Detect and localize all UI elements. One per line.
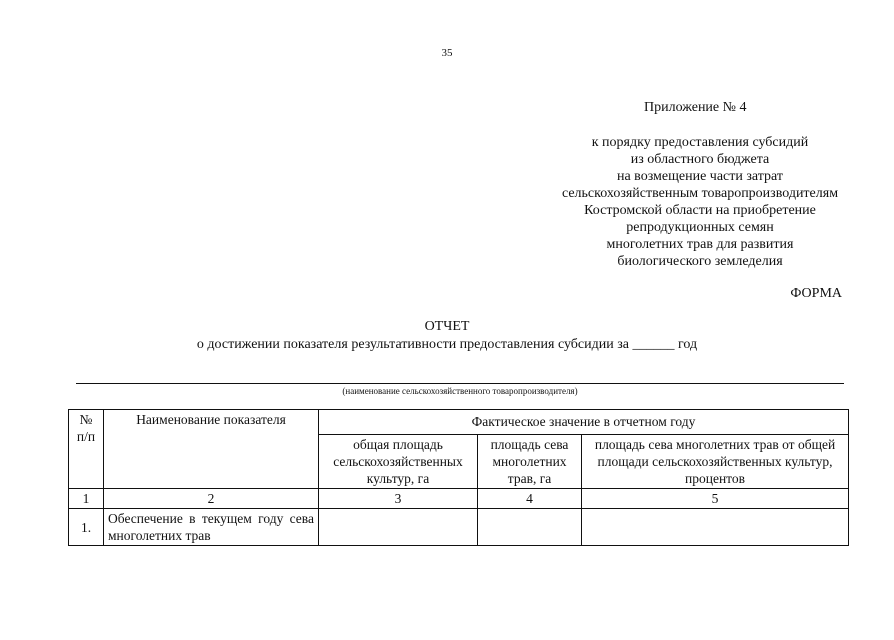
form-label: ФОРМА [790,286,842,301]
header-col4: площадь сева многолетних трав, га [478,435,582,489]
appendix-line: репродукционных семян [626,220,774,235]
row-name: Обеспечение в текущем году сева многолетних трав [104,509,319,546]
appendix-line: многолетних трав для развития [606,237,794,252]
row-num: 1. [69,509,104,546]
table-row [69,509,849,546]
row-col4-cell [478,509,582,546]
report-heading [0,318,894,354]
header-col5: площадь сева многолетних трав от общей площади сельскохозяйственных культур, процентов [582,435,849,489]
appendix-line: Костромской области на приобретение [584,203,816,218]
appendix-line: из областного бюджета [630,152,770,167]
appendix-line: на возмещение части затрат [616,169,784,184]
header-actual: Фактическое значение в отчетном году [319,410,849,435]
page-number: 35 [441,47,453,59]
appendix-line: сельскохозяйственным товаропроизводителям [561,186,839,201]
header-num: № п/п [69,410,104,489]
column-number: 3 [319,489,478,509]
column-number: 4 [478,489,582,509]
column-number: 5 [582,489,849,509]
row-col3-cell [319,509,478,546]
row-col5-cell [582,509,849,546]
appendix-line: биологического земледелия [617,254,783,269]
column-number-row [69,489,849,509]
report-table [68,409,849,546]
header-name: Наименование показателя [104,410,319,489]
column-number: 2 [104,489,319,509]
table-header-row [69,410,849,435]
producer-name-line [76,383,844,384]
column-number: 1 [69,489,104,509]
appendix-title: Приложение № 4 [644,100,747,115]
producer-name-caption: (наименование сельскохозяйственного товаропроизводителя) [342,386,578,396]
header-col3: общая площадь сельскохозяйственных культур, га [319,435,478,489]
report-subtitle: о достижении показателя результативности предоставления субсидии за ______ год [196,337,698,352]
appendix-line: к порядку предоставления субсидий [591,135,809,150]
report-title: ОТЧЕТ [424,319,470,334]
